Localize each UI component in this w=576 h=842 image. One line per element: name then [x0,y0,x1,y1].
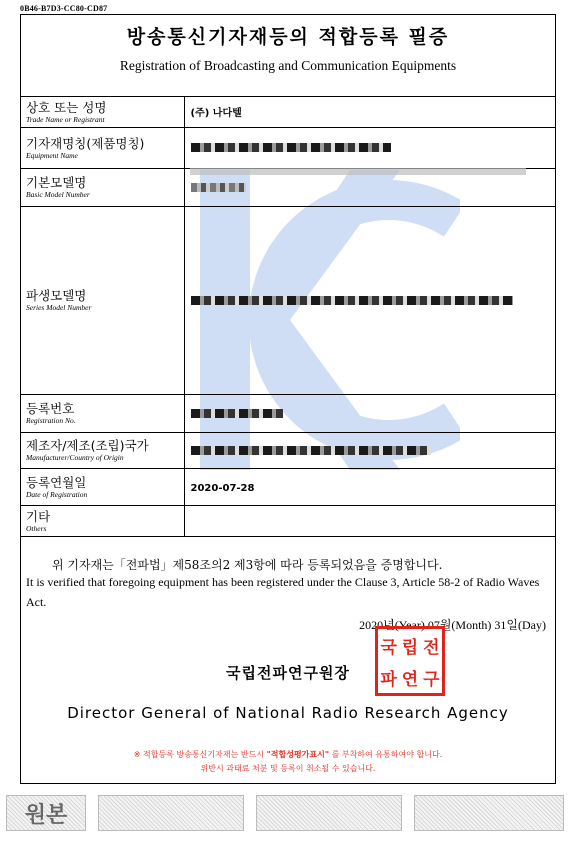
redacted-registration-no [191,409,283,418]
row-registration-date [20,469,556,506]
verification-mark [6,795,86,831]
label-others-en: Others [26,523,47,533]
row-trade-name [20,97,556,128]
row-registration-no [20,395,556,433]
notice-part2: 를 부착하여 유통하여야 합니다. [331,750,443,759]
label-others: 기타 [26,508,51,524]
statement-english: It is verified that foregoing equipment has been registered under the Clause 3, Article 58-2 of Radio Waves Act. [26,575,540,609]
redacted-series-model [191,296,513,305]
label-equipment-name: 기자재명칭(제품명칭) [26,135,145,151]
row-manufacturer [20,433,556,469]
label-manufacturer: 제조자/제조(조립)국가 [26,438,149,453]
seal-char: 립 [401,637,419,658]
label-trade-name-en: Trade Name or Registrant [26,114,105,124]
notice-line-2: 위반시 과태료 처분 및 등록이 취소될 수 있습니다. [200,764,376,773]
notice-line-1 [0,748,576,762]
notice-part1: ※ 적합등록 방송통신기자재는 반드시 [133,750,265,759]
label-basic-model: 기본모델명 [26,175,87,190]
statement-korean: 위 기자재는「전파법」제58조의2 제3항에 따라 등록되었음을 증명합니다. [52,558,443,572]
label-series-model-en: Series Model Number [26,303,92,312]
verification-mark-text: 원본 [24,802,68,828]
registration-table [20,96,556,537]
redacted-manufacturer [191,446,431,455]
seal-char: 구 [423,669,440,690]
title-korean: 방송통신기자재등의 적합등록 필증 [126,26,450,48]
label-series-model: 파생모델명 [26,288,87,303]
agency-name-korean: 국립전파연구원장 [226,664,350,682]
label-registration-date: 등록연월일 [26,474,87,490]
official-seal-icon [375,626,445,696]
label-basic-model-en: Basic Model Number [26,190,90,199]
redacted-basic-model [191,183,246,192]
row-series-model [20,207,556,395]
notice-bold: "적합성평가표시" [266,750,330,759]
label-registration-no: 등록번호 [26,401,75,416]
row-equipment-name [20,128,556,169]
seal-char: 전 [423,637,440,658]
seal-char: 국 [380,637,397,658]
notice-text [0,748,576,776]
verification-barcode [98,795,244,831]
agency-name-english: Director General of National Radio Research Agency [67,704,509,722]
seal-char: 파 [380,669,397,690]
label-registration-no-en: Registration No. [26,416,76,425]
document-id: 0B46-B7D3-CC80-CD87 [20,4,108,13]
redacted-equipment-name [191,143,391,152]
label-manufacturer-en: Manufacturer/Country of Origin [26,453,124,462]
value-registration-date: 2020-07-28 [190,483,255,494]
verification-barcode [414,795,564,831]
title-english: Registration of Broadcasting and Communication Equipments [119,58,457,73]
redaction-strip [190,168,526,175]
verification-barcode [256,795,402,831]
seal-char: 연 [401,669,419,690]
label-equipment-name-en: Equipment Name [26,150,78,160]
value-trade-name: (주) 나다텔 [190,108,242,119]
label-trade-name: 상호 또는 성명 [26,99,107,115]
row-others [20,506,556,537]
label-registration-date-en: Date of Registration [26,489,88,499]
issue-date: 2020년(Year) 07월(Month) 31일(Day) [359,618,546,632]
